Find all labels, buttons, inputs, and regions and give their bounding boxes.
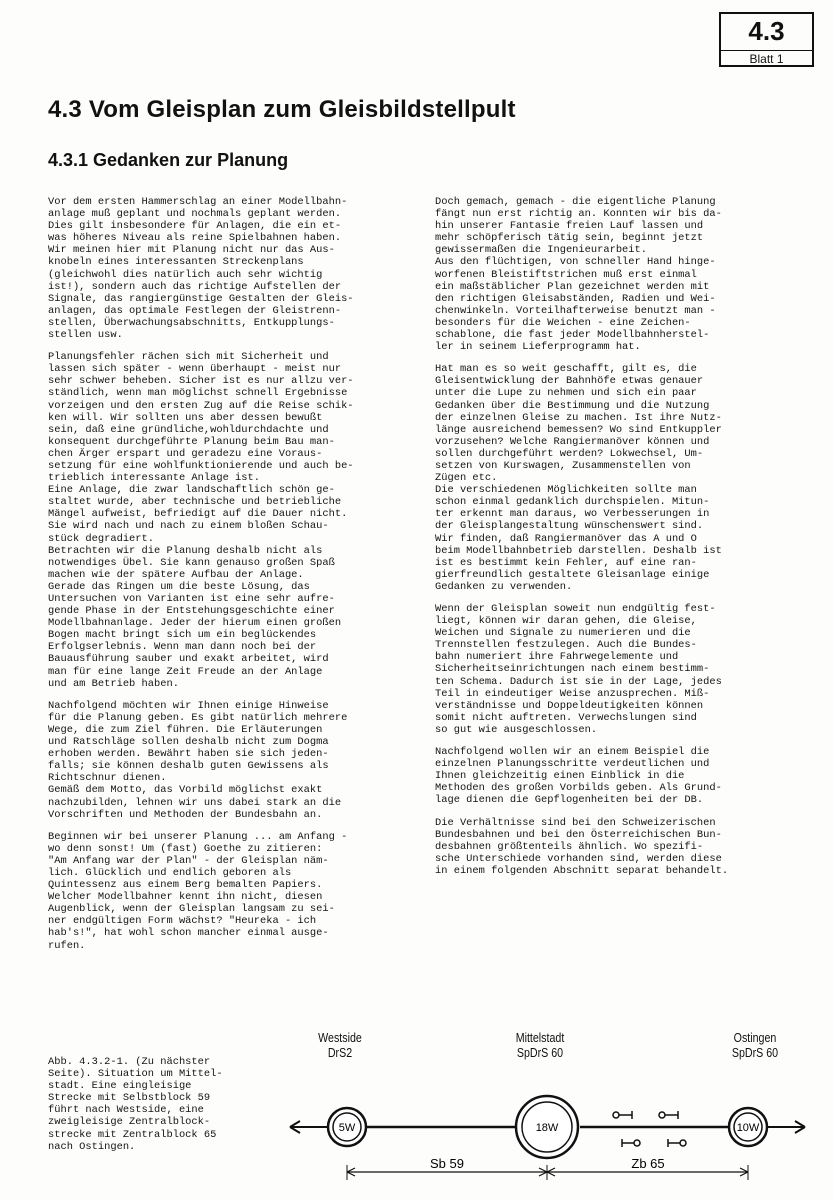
- sheet-label: Blatt 1: [749, 52, 784, 66]
- paragraph: Nachfolgend wollen wir an einem Beispiel die einzelnen Planungsschritte verdeutlichen und Ihnen gleichzeitig einen Einblick in die Methoden des großen Vorbilds geben. Als Grund- lage dienen die Gepflogenheiten bei der DB.: [435, 746, 722, 807]
- paragraph: Vor dem ersten Hammerschlag an einer Modellbahn- anlage muß geplant und nochmals geplant werden. Dies gilt insbesondere für Anlagen, die ein et- was höheres Niveau als reine Spielbahnen haben. Wir meinen hier mit Planung nicht nur das Aus- knobeln eines interessanten Streckenplans (gleichwohl dies natürlich auch sehr wichtig ist!), sondern auch das richtige Aufstellen der Signale, das rangiergünstige Gestalten der Gleis- anlagen, das optimale Festlegen der Gleistrenn- stellen, Überwachungsabschnitts, Entkupplungs- stellen usw.: [48, 196, 354, 342]
- section-zb65-dimension: [547, 1156, 748, 1180]
- arrow-left-icon: [290, 1121, 330, 1133]
- paragraph: Hat man es so weit geschafft, gilt es, die Gleisentwicklung der Bahnhöfe etwas genauer unter die Lupe zu nehmen und sich ein paar Gedanken über die Bestimmung und die Nutzung der einzelnen Gleise zu machen. Ist ihre Nutz- länge ausreichend bemessen? Wo sind Entkuppler vorzusehen? Welche Rangiermanöver können und sollen durchgeführt werden? Lokwechsel, Um- setzen von Kurswagen, Zusammenstellen von Zügen etc. Die verschiedenen Möglichkeiten sollte man schon einmal gedanklich durchspielen. Mitun- ter erkennt man daraus, wo Verbesserungen in der Gleisplangestaltung wünschenswert sind. Wir finden, daß Rangiermanöver das A und O beim Modellbahnbetrieb darstellen. Deshalb ist ist es bestimmt kein Fehler, auf eine ran- gierfreundlich gestaltete Gleisanlage einige Gedanken zu verwenden.: [435, 363, 722, 593]
- paragraph: Wenn der Gleisplan soweit nun endgültig fest- liegt, können wir daran gehen, die Gleise, Weichen und Signale zu numerieren und die Trennstellen festzulegen. Auch die Bundes- bahn numeriert ihre Fahrwegelemente und Sicherheitseinrichtungen nach einem bestimm- ten Schema. Dadurch ist sie in der Lage, jedes Teil in eindeutiger Weise anzusprechen. Miß- verständnisse und Doppeldeutigkeiten können somit nicht auftreten. Verwechslungen sind so gut wie ausgeschlossen.: [435, 603, 722, 736]
- section-sb59-dimension: [347, 1156, 547, 1180]
- signal-icon: [659, 1111, 678, 1119]
- station-circle-label: 10W: [736, 1122, 760, 1134]
- station-code: DrS2: [327, 1045, 353, 1060]
- station-circle-label: 18W: [535, 1122, 559, 1134]
- station-code: SpDrS 60: [731, 1045, 779, 1060]
- section-label: Zb 65: [631, 1156, 665, 1171]
- station-mittelstadt-symbol: [516, 1096, 578, 1158]
- paragraph: Nachfolgend möchten wir Ihnen einige Hinweise für die Planung geben. Es gibt natürlich mehrere Wege, die zum Ziel führen. Die Erläuterungen und Ratschläge sollen deshalb nicht zum Dogma erhoben werden. Bewährt haben sie sich jeden- falls; sie können deshalb guten Gewissens als Richtschnur dienen. Gemäß dem Motto, das Vorbild möglichst exakt nachzubilden, lehnen wir uns dabei stark an die Vorschriften und Methoden der Bundesbahn an.: [48, 699, 348, 821]
- station-code: SpDrS 60: [516, 1045, 564, 1060]
- figure-caption: Abb. 4.3.2-1. (Zu nächster Seite). Situation um Mittel- stadt. Eine eingleisige Strecke mit Selbstblock 59 führt nach Westside, eine zweigleisige Zentralblock- strecke mit Zentralblock 65 nach Ostingen.: [48, 1056, 223, 1153]
- station-name: Mittelstadt: [515, 1030, 565, 1045]
- signal-icon: [622, 1139, 640, 1147]
- paragraph: Die Verhältnisse sind bei den Schweizerischen Bundesbahnen und bei den Österreichischen Bun- desbahnen größtenteils ähnlich. Wo spezifi- sche Unterschiede vorhanden sind, werden diese in einem folgenden Abschnitt separat behandelt.: [435, 816, 729, 877]
- signal-icon: [613, 1111, 632, 1119]
- paragraph: Doch gemach, gemach - die eigentliche Planung fängt nun erst richtig an. Konnten wir bis da- hin unserer Fantasie freien Lauf lassen und mehr schöpferisch tätig sein, beginnt jetzt gewissermaßen die Ingenieurarbeit. Aus den flüchtigen, von schneller Hand hinge- worfenen Bleistiftstrichen muß erst einmal ein maßstäblicher Plan gezeichnet werden mit den richtigen Gleisabständen, Radien und Wei- chenwinkeln. Vorteilhafterweise benutzt man - besonders für die Weichen - eine Zeichen- schablone, die fast jeder Modellbahnherstel- ler in seinem Lieferprogramm hat.: [435, 196, 722, 354]
- section-number: 4.3: [748, 16, 785, 46]
- station-name: Westside: [318, 1030, 362, 1045]
- paragraph: Beginnen wir bei unserer Planung ... am Anfang - wo denn sonst! Um (fast) Goethe zu zitieren: "Am Anfang war der Plan" - der Gleisplan näm- lich. Glücklich und endlich geboren als Quintessenz aus einem Berg bemalten Papiers. Welcher Modellbahner kennt ihn nicht, diesen Augenblick, wenn der Gleisplan langsam zu sei- ner endgültigen Form wächst? "Heureka - ich hab's!", hat wohl schon mancher einmal ausge- rufen.: [48, 830, 348, 952]
- station-ostingen-symbol: [729, 1108, 767, 1146]
- signal-icon: [668, 1139, 686, 1147]
- station-circle-label: 5W: [338, 1122, 356, 1134]
- paragraph: Planungsfehler rächen sich mit Sicherheit und lassen sich später - wenn überhaupt - meist nur sehr schwer beheben. Sicher ist es nur allzu ver- ständlich, wenn man möglichst schnell Ergebnisse vorzeigen und den ersten Zug auf die Reise schik- ken will. Wir sollten uns aber dessen bewußt sein, daß eine gründliche,wohldurchdachte und konsequent durchgeführte Planung beim Bau man- chen Ärger erspart und geradezu eine Voraus- setzung für eine wohlfunktionierende und auch be- trieblich interessante Anlage ist. Eine Anlage, die zwar landschaftlich schön ge- staltet wurde, aber technische und betriebliche Mängel aufweist, befriedigt auf die Dauer nicht. Sie wird nach und nach zu einem bloßen Schau- stück degradiert. Betrachten wir die Planung deshalb nicht als notwendiges Übel. Sie kann genauso großen Spaß machen wie der spätere Aufbau der Anlage. Gerade das Ringen um die beste Lösung, das Untersuchen von Varianten ist eine sehr aufre- gende Phase in der Entstehungsgeschichte einer Modellbahnanlage. Jeder der hierum einen großen Bogen macht bringt sich um ein beglückendes Erfolgserlebnis. Wenn man dann noch bei der Bauausführung sauber und exakt arbeitet, wird man für eine lange Zeit Freude an der Anlage und am Betrieb haben.: [48, 351, 354, 690]
- station-name: Ostingen: [733, 1030, 777, 1045]
- section-subtitle: 4.3.1 Gedanken zur Planung: [48, 150, 289, 170]
- station-westside-symbol: [328, 1108, 366, 1146]
- arrow-right-icon: [765, 1121, 805, 1133]
- page-title: 4.3 Vom Gleisplan zum Gleisbildstellpult: [48, 96, 516, 123]
- section-label: Sb 59: [430, 1156, 464, 1171]
